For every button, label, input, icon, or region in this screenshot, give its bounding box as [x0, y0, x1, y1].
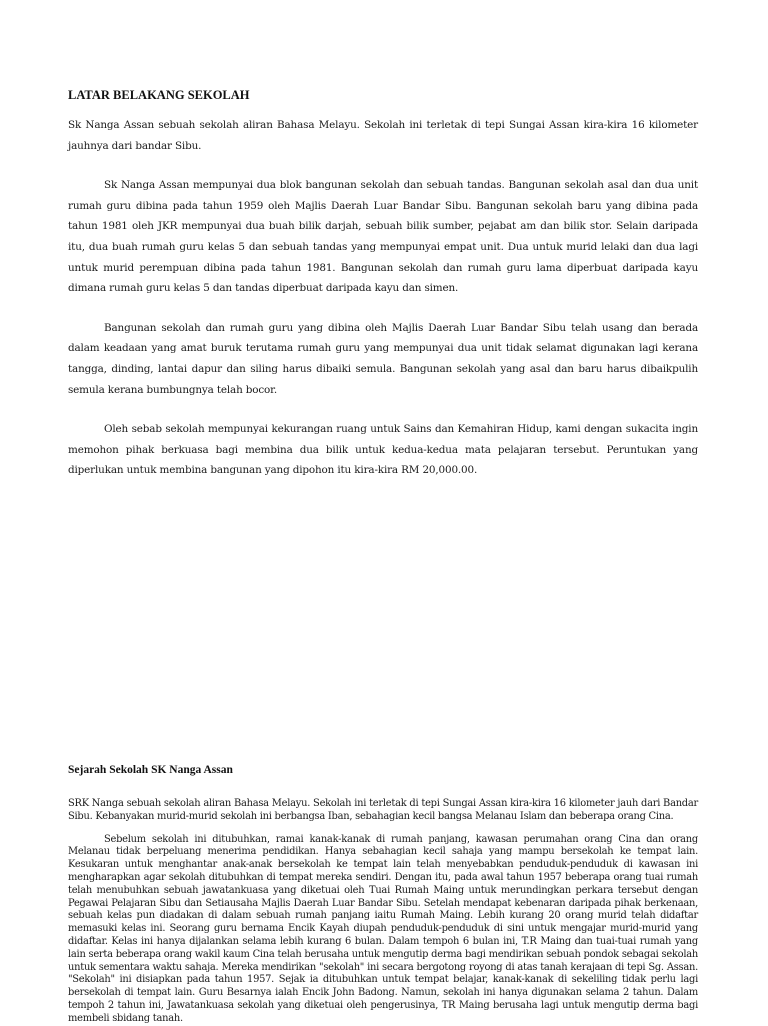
paragraph: Oleh sebab sekolah mempunyai kekurangan ruang untuk Sains dan Kemahiran Hidup, kami dengan sukacita ingin memohon pihak berkuasa bagi membina dua bilik untuk kedua-kedua mata pelajaran tersebut. Peruntukan yang diperlukan untuk membina bangunan yang dipohon itu kira-kira RM 20,000.00. — [68, 423, 698, 477]
section-latar-belakang — [68, 88, 698, 481]
paragraph: Sk Nanga Assan sebuah sekolah aliran Bahasa Melayu. Sekolah ini terletak di tepi Sungai Assan kira-kira 16 kilometer jauhnya dari bandar Sibu. — [68, 119, 698, 152]
paragraph: Sebelum sekolah ini ditubuhkan, ramai kanak-kanak di rumah panjang, kawasan perumahan orang Cina dan orang Melanau tidak berpeluang menerima pendidikan. Hanya sebahagian kecil sahaja yang mampu bersekolah ke tempat lain. Kesukaran untuk menghantar anak-anak bersekolah ke tempat lain telah menyebabkan penduduk-penduduk di kawasan ini mengharapkan agar sekolah ditubuhkan di tempat mereka sendiri. Dengan itu, pada awal tahun 1957 beberapa orang tuai rumah telah menubuhkan sebuah jawatankuasa yang diketuai oleh Tuai Rumah Maing untuk merundingkan perkara tersebut dengan Pegawai Pelajaran Sibu dan Setiausaha Majlis Daerah Luar Bandar Sibu. Setelah mendapat kebenaran daripada pihak berkenaan, sebuah kelas pun diadakan di dalam sebuah rumah panjang iaitu Rumah Maing. Lebih kurang 20 orang murid telah didaftar memasuki kelas ini. Seorang guru bernama Encik Kayah diupah penduduk-penduduk di sini untuk mengajar murid-murid yang didaftar. Kelas ini hanya dijalankan selama lebih kurang 6 bulan. Dalam tempoh 6 bulan ini, T.R Maing dan tuai-tuai rumah yang lain serta beberapa orang wakil kaum Cina telah berusaha untuk mengutip derma bagi mendirikan sebuah pondok sebagai sekolah untuk sementara waktu sahaja. Mereka mendirikan "sekolah" ini secara bergotong royong di atas tanah kerajaan di tepi Sg. Assan. "Sekolah" ini disiapkan pada tahun 1957. Sejak ia ditubuhkan untuk tempat belajar, kanak-kanak di sekeliling tidak perlu lagi bersekolah di tempat lain. Guru Besarnya ialah Encik John Badong. Namun, sekolah ini hanya digunakan selama 2 tahun. Dalam tempoh 2 tahun ini, Jawatankuasa sekolah yang diketuai oleh pengerusinya, TR Maing berusaha lagi untuk mengutip derma bagi membeli sbidang tanah. — [68, 833, 698, 1024]
section-heading: LATAR BELAKANG SEKOLAH — [68, 88, 250, 102]
section-sejarah — [68, 764, 698, 1026]
paragraph: SRK Nanga sebuah sekolah aliran Bahasa Melayu. Sekolah ini terletak di tepi Sungai Assan kira-kira 16 kilometer jauh dari Bandar Sibu. Kebanyakan murid-murid sekolah ini berbangsa Iban, sebahagian kecil bangsa Melanau Islam dan beberapa orang Cina. — [68, 798, 698, 822]
paragraph: Sk Nanga Assan mempunyai dua blok bangunan sekolah dan sebuah tandas. Bangunan sekolah asal dan dua unit rumah guru dibina pada tahun 1959 oleh Majlis Daerah Luar Bandar Sibu. Bangunan sekolah baru yang dibina pada tahun 1981 oleh JKR mempunyai dua buah bilik darjah, sebuah bilik sumber, pejabat am dan bilik stor. Selain daripada itu, dua buah rumah guru kelas 5 dan sebuah tandas yang mempunyai empat unit. Dua untuk murid lelaki dan dua lagi untuk murid perempuan dibina pada tahun 1981. Bangunan sekolah dan rumah guru lama diperbuat daripada kayu dimana rumah guru kelas 5 dan tandas diperbuat daripada kayu dan simen. — [68, 179, 698, 295]
section-heading: Sejarah Sekolah SK Nanga Assan — [68, 764, 233, 776]
paragraph: Bangunan sekolah dan rumah guru yang dibina oleh Majlis Daerah Luar Bandar Sibu telah usang dan berada dalam keadaan yang amat buruk terutama rumah guru yang mempunyai dua unit tidak selamat digunakan lagi kerana tangga, dinding, lantai dapur dan siling harus dibaiki semula. Bangunan sekolah yang asal dan baru harus dibaikpulih semula kerana bumbungnya telah bocor. — [68, 321, 698, 396]
